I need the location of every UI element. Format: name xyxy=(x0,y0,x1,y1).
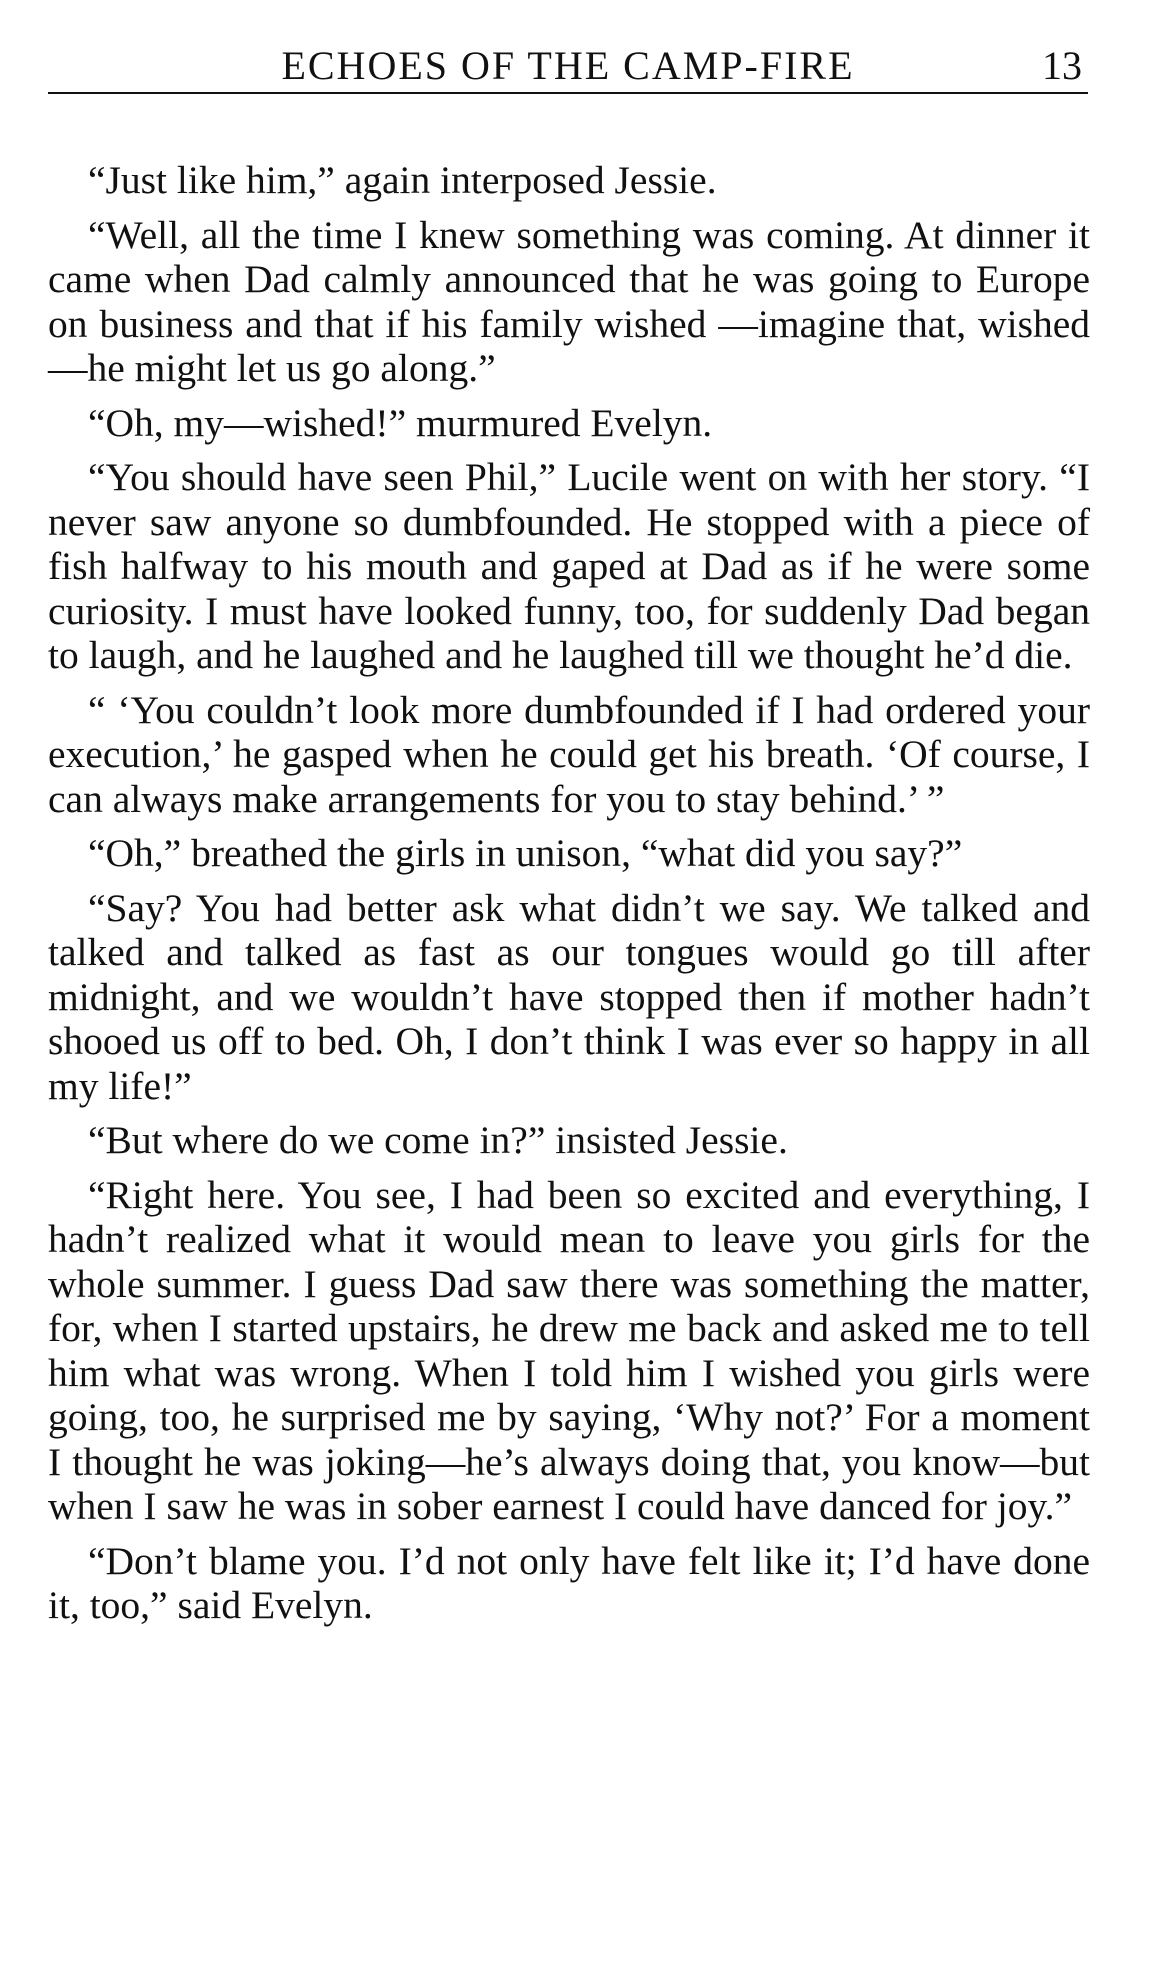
paragraph: “Say? You had better ask what didn’t we say. We talked and talked and talked as fast as our tongues would go till after midnight, and we wouldn’t have stopped then if mother hadn’t shooed us off to bed. Oh, I don’t think I was ever so happy in all my life!” xyxy=(48,885,1090,1108)
paragraph: “ ‘You couldn’t look more dumbfounded if I had ordered your execution,’ he gasped when he could get his breath. ‘Of course, I can always make arrangements for you to stay behind.’ ” xyxy=(48,687,1090,821)
paragraph: “You should have seen Phil,” Lucile went on with her story. “I never saw anyone so dumbfounded. He stopped with a piece of fish halfway to his mouth and gaped at Dad as if he were some curiosity. I must have looked funny, too, for suddenly Dad began to laugh, and he laughed and he laughed till we thought he’d die. xyxy=(48,455,1090,677)
paragraph: “But where do we come in?” insisted Jessie. xyxy=(88,1118,788,1162)
page-number: 13 xyxy=(1042,43,1082,88)
body-text xyxy=(48,158,1090,1638)
running-title: ECHOES OF THE CAMP-FIRE xyxy=(281,43,855,88)
paragraph: “Just like him,” again interposed Jessie. xyxy=(88,158,717,202)
paragraph: “Right here. You see, I had been so excited and everything, I hadn’t realized what it would mean to leave you girls for the whole summer. I guess Dad saw there was something the matter, for, when I started upstairs, he drew me back and asked me to tell him what was wrong. When I told him I wished you girls were going, too, he surprised me by saying, ‘Why not?’ For a moment I thought he was joking—he’s always doing that, you know—but when I saw he was in sober earnest I could have danced for joy.” xyxy=(48,1172,1090,1528)
paragraph: “Oh,” breathed the girls in unison, “what did you say?” xyxy=(88,831,963,875)
paragraph: “Oh, my—wished!” murmured Evelyn. xyxy=(88,400,713,445)
paragraph: “Well, all the time I knew something was coming. At dinner it came when Dad calmly announced that he was going to Europe on business and that if his family wished —imagine that, wished—he might let us go along.” xyxy=(48,212,1090,390)
paragraph: “Don’t blame you. I’d not only have felt like it; I’d have done it, too,” said Evelyn. xyxy=(48,1538,1090,1627)
running-head xyxy=(48,40,1088,94)
